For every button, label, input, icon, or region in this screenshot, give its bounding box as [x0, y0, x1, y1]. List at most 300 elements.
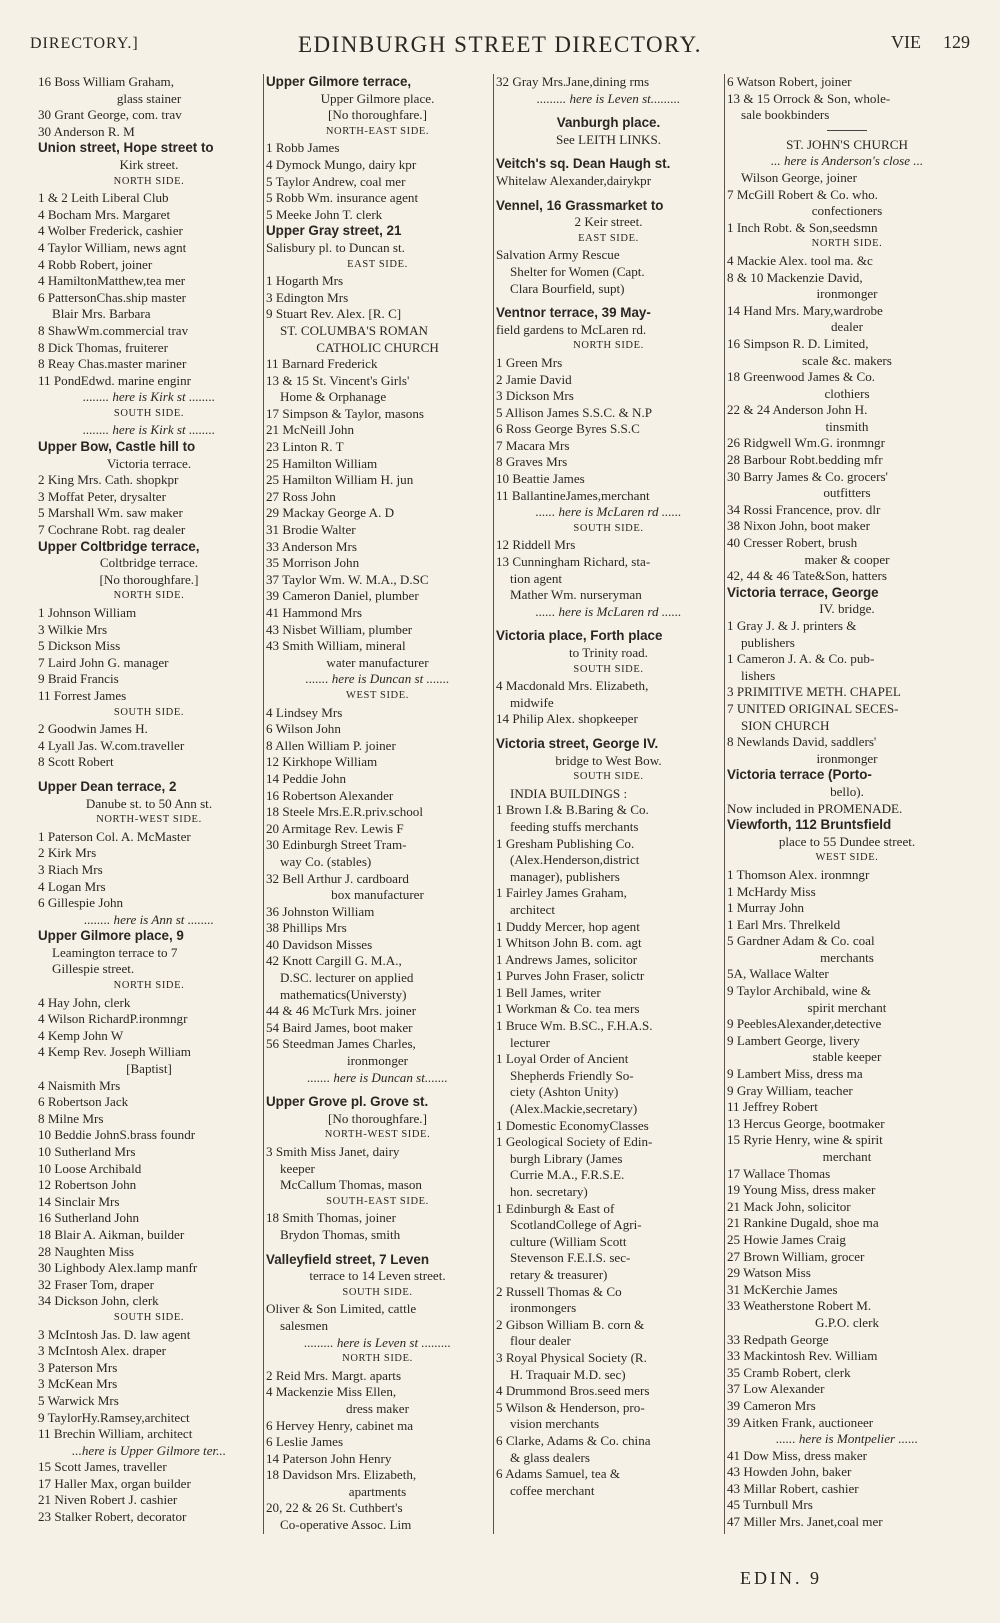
street-heading: Upper Gilmore place, 9 — [38, 928, 184, 944]
directory-entry: 45 Turnbull Mrs — [727, 1497, 813, 1513]
column-divider — [263, 74, 264, 1534]
directory-entry: 4 HamiltonMatthew,tea mer — [38, 273, 186, 289]
directory-entry: 1 Duddy Mercer, hop agent — [496, 918, 640, 934]
directory-entry: [No thoroughfare.] — [328, 107, 427, 123]
directory-entry: 1 Thomson Alex. ironmngr — [727, 866, 870, 882]
directory-entry: 9 Gray William, teacher — [727, 1082, 853, 1098]
directory-entry: [No thoroughfare.] — [99, 571, 199, 587]
directory-entry: 13 & 15 Orrock & Son, whole- — [727, 90, 891, 106]
directory-entry: 1 Robb James — [266, 140, 340, 156]
directory-entry: 35 Morrison John — [266, 555, 360, 571]
directory-entry: coffee merchant — [510, 1482, 595, 1498]
directory-entry: 6 Adams Samuel, tea & — [496, 1466, 621, 1482]
directory-entry: 8 Allen William P. joiner — [266, 737, 396, 753]
directory-entry: 31 McKerchie James — [727, 1281, 838, 1297]
directory-entry: 2 Goodwin James H. — [38, 721, 148, 737]
directory-entry: 7 Macara Mrs — [496, 437, 570, 453]
directory-entry: 4 Lindsey Mrs — [266, 704, 343, 720]
directory-entry: 1 Gray J. & J. printers & — [727, 618, 857, 633]
directory-entry: 32 Gray Mrs.Jane,dining rms — [496, 74, 650, 89]
directory-entry: 1 Edinburgh & East of — [496, 1200, 615, 1216]
directory-entry: 1 Earl Mrs. Threlkeld — [727, 916, 841, 932]
directory-entry: 25 Howie James Craig — [727, 1231, 846, 1247]
directory-entry: box manufacturer — [331, 887, 424, 903]
directory-entry: 5 Dickson Miss — [38, 638, 121, 654]
directory-entry: 39 Cameron Daniel, plumber — [266, 588, 419, 604]
directory-entry: mathematics(Universty) — [280, 986, 407, 1002]
directory-entry: 32 Fraser Tom, draper — [38, 1276, 154, 1292]
directory-entry: place to 55 Dundee street. — [778, 833, 916, 849]
directory-entry: 8 Reay Chas.master mariner — [38, 356, 187, 372]
cross-street-marker: ....... here is Duncan st....... — [307, 1069, 448, 1085]
side-label: WEST SIDE. — [346, 689, 409, 701]
directory-entry: Oliver & Son Limited, cattle — [266, 1301, 417, 1317]
street-heading: Union street, Hope street to — [38, 140, 214, 156]
street-heading: Upper Dean terrace, 2 — [38, 778, 177, 794]
directory-entry: 9 Lambert Miss, dress ma — [727, 1066, 863, 1082]
directory-entry: 43 Millar Robert, cashier — [727, 1480, 859, 1496]
directory-entry: confectioners — [811, 203, 883, 219]
directory-entry: 7 Cochrane Robt. rag dealer — [38, 522, 186, 538]
directory-entry: 9 Braid Francis — [38, 671, 119, 687]
directory-entry: 3 McIntosh Jas. D. law agent — [38, 1326, 191, 1342]
directory-entry: G.P.O. clerk — [814, 1314, 879, 1330]
page-title: EDINBURGH STREET DIRECTORY. — [297, 32, 703, 57]
directory-entry: ironmonger — [816, 286, 878, 302]
directory-entry: merchants — [820, 949, 874, 965]
directory-entry: tion agent — [510, 570, 562, 586]
directory-entry: 4 Dymock Mungo, dairy kpr — [266, 156, 417, 172]
footer-signature: EDIN. — [740, 1568, 803, 1588]
directory-entry: 9 TaylorHy.Ramsey,architect — [38, 1409, 190, 1425]
directory-entry: 20 Armitage Rev. Lewis F — [266, 820, 404, 836]
directory-entry: 16 Sutherland John — [38, 1210, 140, 1226]
directory-entry: 42 Knott Cargill G. M.A., — [266, 953, 402, 969]
cross-street-marker: ... here is Anderson's close ... — [770, 153, 924, 169]
directory-entry: 2 Reid Mrs. Margt. aparts — [266, 1367, 402, 1383]
directory-entry: 7 McGill Robert & Co. who. — [727, 186, 878, 202]
directory-entry: 11 PondEdwd. marine enginr — [38, 372, 191, 388]
side-label: SOUTH SIDE. — [113, 706, 185, 718]
directory-entry: 21 McNeill John — [266, 422, 355, 438]
directory-entry: 30 Edinburgh Street Tram- — [266, 837, 407, 853]
directory-entry: Home & Orphanage — [280, 389, 387, 405]
directory-entry: 2 King Mrs. Cath. shopkpr — [38, 472, 179, 488]
cross-street-marker: ...here is Upper Gilmore ter... — [72, 1442, 226, 1458]
side-label: SOUTH-EAST SIDE. — [326, 1195, 429, 1207]
directory-entry: 14 Hand Mrs. Mary,wardrobe — [727, 302, 883, 318]
cross-street-marker: ...... here is McLaren rd ...... — [535, 504, 682, 520]
directory-entry: 41 Dow Miss, dress maker — [727, 1447, 868, 1463]
side-label: SOUTH SIDE. — [573, 522, 644, 534]
directory-entry: (Alex.Mackie,secretary) — [510, 1101, 638, 1117]
cross-street-marker: ...... here is Montpelier ...... — [775, 1431, 919, 1447]
directory-entry: maker & cooper — [804, 551, 890, 567]
side-label: NORTH SIDE. — [113, 175, 185, 187]
street-heading: Upper Gilmore terrace, — [266, 74, 412, 89]
directory-entry: 22 & 24 Anderson John H. — [727, 402, 868, 418]
directory-entry: 2 Gibson William B. corn & — [496, 1316, 645, 1332]
directory-entry: 1 Andrews James, solicitor — [496, 951, 638, 967]
directory-entry: 39 Cameron Mrs — [727, 1397, 816, 1413]
directory-entry: 23 Linton R. T — [266, 439, 344, 455]
directory-entry: 18 Smith Thomas, joiner — [266, 1210, 396, 1226]
directory-entry: 3 Riach Mrs — [38, 861, 103, 877]
directory-entry: 5 Meeke John T. clerk — [266, 206, 383, 222]
directory-entry: 23 Stalker Robert, decorator — [38, 1509, 187, 1525]
spacer — [496, 297, 721, 305]
directory-entry: 4 Macdonald Mrs. Elizabeth, — [496, 678, 649, 694]
cross-street-marker: ........ here is Ann st ........ — [84, 911, 214, 927]
directory-entry: Coltbridge terrace. — [99, 555, 199, 571]
directory-entry: See LEITH LINKS. — [555, 131, 662, 147]
directory-entry: 6 Watson Robert, joiner — [727, 74, 852, 89]
cross-street-marker: ....... here is Duncan st ....... — [305, 671, 450, 687]
directory-entry: Currie M.A., F.R.S.E. — [510, 1167, 625, 1183]
directory-entry: 3 McIntosh Alex. draper — [38, 1343, 166, 1359]
directory-entry: 11 Brechin William, architect — [38, 1426, 193, 1442]
directory-entry: spirit merchant — [807, 999, 887, 1015]
directory-entry: Leamington terrace to 7 — [52, 944, 178, 960]
directory-entry: IV. bridge. — [819, 601, 875, 617]
directory-entry: 5A, Wallace Walter — [727, 966, 829, 982]
directory-entry: 4 Bocham Mrs. Margaret — [38, 206, 171, 222]
directory-entry: ST. JOHN'S CHURCH — [786, 136, 908, 152]
directory-entry: retary & treasurer) — [510, 1266, 608, 1282]
directory-entry: 9 Taylor Archibald, wine & — [727, 983, 871, 999]
directory-entry: 6 Hervey Henry, cabinet ma — [266, 1417, 414, 1433]
directory-entry: 14 Philip Alex. shopkeeper — [496, 711, 638, 727]
directory-entry: Shelter for Women (Capt. — [510, 263, 645, 279]
directory-entry: sale bookbinders — [741, 107, 830, 123]
directory-entry: dress maker — [346, 1400, 409, 1416]
column-2 — [266, 74, 489, 1534]
directory-entry: lishers — [741, 667, 776, 683]
header-directory-label: DIRECTORY.] — [30, 35, 139, 52]
spacer — [827, 130, 867, 131]
directory-entry: 8 Scott Robert — [38, 754, 114, 770]
directory-entry: Whitelaw Alexander,dairykpr — [496, 172, 652, 188]
street-heading: Upper Gray street, 21 — [266, 223, 402, 239]
directory-entry: 43 Smith William, mineral — [266, 638, 406, 654]
directory-entry: 16 Robertson Alexander — [266, 787, 394, 803]
directory-entry: 3 PRIMITIVE METH. CHAPEL — [727, 684, 901, 700]
side-label: NORTH-EAST SIDE. — [325, 125, 430, 137]
directory-entry: scale &c. makers — [802, 352, 892, 368]
directory-entry: Brydon Thomas, smith — [280, 1226, 401, 1242]
directory-entry: manager), publishers — [510, 868, 620, 884]
directory-entry: 6 Gillespie John — [38, 895, 124, 911]
street-heading: Veitch's sq. Dean Haugh st. — [496, 156, 671, 172]
directory-entry: 8 Dick Thomas, fruiterer — [38, 339, 168, 355]
page-header — [30, 32, 970, 66]
directory-entry: 19 Young Miss, dress maker — [727, 1182, 876, 1198]
directory-entry: Shepherds Friendly So- — [510, 1067, 634, 1083]
side-label: NORTH SIDE. — [113, 980, 185, 992]
directory-entry: SION CHURCH — [741, 717, 830, 733]
directory-entry: 30 Barry James & Co. grocers' — [727, 468, 888, 484]
directory-entry: outfitters — [823, 485, 871, 501]
directory-entry: 8 Graves Mrs — [496, 454, 568, 470]
directory-entry: 18 Steele Mrs.E.R.priv.school — [266, 804, 423, 820]
street-heading: Victoria terrace (Porto- — [727, 767, 872, 783]
spacer — [496, 107, 721, 115]
directory-entry: 17 Haller Max, organ builder — [38, 1475, 191, 1491]
directory-entry: bridge to West Bow. — [555, 752, 662, 768]
directory-entry: Victoria terrace. — [106, 455, 192, 471]
directory-entry: 5 Allison James S.S.C. & N.P — [496, 404, 653, 420]
directory-entry: 11 BallantineJames,merchant — [496, 487, 650, 503]
directory-entry: ironmongers — [510, 1300, 577, 1316]
directory-entry: Co-operative Assoc. Lim — [280, 1517, 412, 1533]
column-3 — [496, 74, 721, 1534]
street-heading: Ventnor terrace, 39 May- — [496, 305, 651, 321]
directory-entry: 9 Stuart Rev. Alex. [R. C] — [266, 306, 402, 322]
directory-entry: 26 Ridgwell Wm.G. ironmngr — [727, 435, 885, 451]
directory-entry: Kirk street. — [119, 156, 179, 172]
directory-entry: 4 Kemp Rev. Joseph William — [38, 1044, 191, 1060]
directory-entry: 1 Workman & Co. tea mers — [496, 1001, 640, 1017]
directory-entry: 1 Johnson William — [38, 605, 137, 620]
directory-entry: terrace to 14 Leven street. — [309, 1268, 446, 1284]
directory-entry: 27 Ross John — [266, 488, 336, 504]
directory-entry: 13 & 15 St. Vincent's Girls' — [266, 372, 410, 388]
directory-entry: 4 Kemp John W — [38, 1027, 124, 1043]
directory-entry: H. Traquair M.D. sec) — [510, 1366, 626, 1382]
directory-entry: dealer — [831, 319, 863, 335]
directory-entry: Stevenson F.E.I.S. sec- — [510, 1250, 631, 1266]
directory-entry: 40 Cresser Robert, brush — [727, 535, 858, 551]
directory-entry: 12 Riddell Mrs — [496, 537, 576, 553]
directory-entry: 25 Hamilton William — [266, 455, 378, 471]
directory-entry: 9 PeeblesAlexander,detective — [727, 1016, 882, 1032]
directory-entry: 14 Sinclair Mrs — [38, 1193, 120, 1209]
directory-entry: 12 Kirkhope William — [266, 754, 378, 770]
spacer — [496, 148, 721, 156]
directory-entry: 4 Naismith Mrs — [38, 1077, 121, 1093]
directory-entry: 35 Cramb Robert, clerk — [727, 1364, 851, 1380]
directory-entry: 4 Mackenzie Miss Ellen, — [266, 1384, 397, 1400]
directory-entry: 1 Loyal Order of Ancient — [496, 1051, 629, 1067]
directory-entry: midwife — [510, 694, 554, 710]
directory-entry: 3 Edington Mrs — [266, 289, 349, 305]
cross-street-marker: ........ here is Kirk st ........ — [82, 389, 216, 405]
directory-entry: 21 Niven Robert J. cashier — [38, 1492, 178, 1508]
directory-entry: 3 Smith Miss Janet, dairy — [266, 1144, 400, 1159]
directory-entry: 4 Hay John, clerk — [38, 994, 131, 1010]
directory-entry: 2 Jamie David — [496, 371, 572, 387]
directory-entry: 3 Dickson Mrs — [496, 388, 574, 404]
directory-entry: 54 Baird James, boot maker — [266, 1019, 413, 1035]
directory-entry: 2 Russell Thomas & Co — [496, 1283, 622, 1299]
directory-entry: 11 Barnard Frederick — [266, 356, 378, 372]
directory-entry: 33 Redpath George — [727, 1331, 829, 1347]
directory-entry: 18 Greenwood James & Co. — [727, 369, 876, 385]
directory-entry: Blair Mrs. Barbara — [52, 306, 151, 322]
directory-entry: 34 Rossi Francence, prov. dlr — [727, 501, 881, 517]
directory-entry: architect — [510, 901, 556, 917]
directory-entry: 16 Simpson R. D. Limited, — [727, 335, 869, 351]
directory-entry: 38 Phillips Mrs — [266, 920, 347, 936]
directory-entry: Salisbury pl. to Duncan st. — [266, 239, 405, 255]
directory-entry: 8 Milne Mrs — [38, 1110, 104, 1126]
directory-entry: 39 Aitken Frank, auctioneer — [727, 1414, 874, 1430]
directory-entry: 31 Brodie Walter — [266, 522, 356, 538]
directory-entry: 10 Beddie JohnS.brass foundr — [38, 1127, 196, 1143]
directory-entry: 4 Wilson RichardP.ironmngr — [38, 1011, 188, 1027]
directory-entry: 29 Watson Miss — [727, 1265, 811, 1281]
directory-entry: 7 UNITED ORIGINAL SECES- — [727, 700, 899, 716]
directory-entry: 28 Barbour Robt.bedding mfr — [727, 452, 883, 468]
directory-entry: 8 & 10 Mackenzie David, — [727, 269, 863, 285]
spacer — [496, 190, 721, 198]
directory-entry: 2 Keir street. — [574, 214, 643, 230]
directory-entry: 4 Wolber Frederick, cashier — [38, 223, 183, 239]
directory-entry: 29 Mackay George A. D — [266, 505, 395, 521]
side-label: NORTH SIDE. — [811, 238, 883, 250]
directory-entry: 1 Geological Society of Edin- — [496, 1134, 653, 1150]
directory-entry: clothiers — [824, 385, 870, 401]
directory-entry: 5 Taylor Andrew, coal mer — [266, 173, 406, 189]
street-heading: Viewforth, 112 Bruntsfield — [727, 817, 892, 833]
footer-number: 9 — [810, 1568, 822, 1588]
directory-entry: 1 Hogarth Mrs — [266, 273, 344, 289]
directory-entry: 13 Hercus George, bootmaker — [727, 1115, 885, 1131]
directory-entry: 6 Robertson Jack — [38, 1094, 129, 1110]
directory-entry: feeding stuffs merchants — [510, 818, 639, 834]
directory-entry: 1 Cameron J. A. & Co. pub- — [727, 651, 875, 667]
directory-entry: bello). — [830, 783, 864, 799]
directory-entry: ciety (Ashton Unity) — [510, 1084, 619, 1100]
directory-entry: 32 Bell Arthur J. cardboard — [266, 870, 409, 886]
directory-entry: 1 Purves John Fraser, solictr — [496, 968, 645, 984]
directory-entry: 11 Jeffrey Robert — [727, 1099, 818, 1115]
side-label: NORTH SIDE. — [113, 590, 185, 602]
directory-entry: 18 Blair A. Aikman, builder — [38, 1226, 185, 1242]
directory-entry: 4 Taylor William, news agnt — [38, 239, 187, 255]
directory-entry: 4 Mackie Alex. tool ma. &c — [727, 252, 873, 268]
street-heading: Valleyfield street, 7 Leven — [266, 1251, 430, 1267]
street-heading: Victoria place, Forth place — [496, 628, 663, 644]
side-label: NORTH-WEST SIDE. — [324, 1129, 431, 1141]
side-label: EAST SIDE. — [578, 232, 639, 244]
street-heading: Upper Grove pl. Grove st. — [266, 1094, 429, 1110]
header-right — [891, 32, 970, 53]
directory-entry: 10 Sutherland Mrs — [38, 1144, 136, 1159]
directory-entry: 5 Wilson & Henderson, pro- — [496, 1399, 645, 1415]
directory-entry: 8 ShawWm.commercial trav — [38, 322, 189, 338]
directory-entry: flour dealer — [510, 1333, 571, 1349]
directory-entry: 1 Bruce Wm. B.SC., F.H.A.S. — [496, 1018, 653, 1034]
directory-entry: 17 Wallace Thomas — [727, 1165, 831, 1181]
side-label: SOUTH SIDE. — [573, 771, 644, 783]
directory-entry: keeper — [280, 1160, 315, 1176]
directory-entry: 30 Grant George, com. trav — [38, 107, 182, 123]
directory-entry: 33 Anderson Mrs — [266, 538, 357, 554]
directory-entry: 14 Peddie John — [266, 770, 347, 786]
directory-entry: 13 Cunningham Richard, sta- — [496, 554, 651, 570]
page-footer — [740, 1568, 822, 1589]
cross-street-marker: ......... here is Leven st ......... — [304, 1334, 451, 1350]
side-label: SOUTH SIDE. — [113, 407, 185, 419]
column-divider — [493, 74, 494, 1534]
directory-entry: way Co. (stables) — [280, 853, 372, 869]
directory-entry: 6 Ross George Byres S.S.C — [496, 421, 640, 437]
street-heading: Vennel, 16 Grassmarket to — [496, 197, 664, 213]
directory-entry: 1 Whitson John B. com. agt — [496, 935, 642, 951]
directory-entry: 8 Newlands David, saddlers' — [727, 734, 877, 750]
directory-entry: 36 Johnston William — [266, 903, 375, 919]
side-label: SOUTH SIDE. — [573, 663, 644, 675]
directory-entry: to Trinity road. — [569, 645, 648, 660]
directory-entry: 3 McKean Mrs — [38, 1376, 118, 1392]
directory-entry: 33 Weatherstone Robert M. — [727, 1298, 872, 1314]
directory-entry: stable keeper — [812, 1049, 882, 1065]
directory-entry: 34 Dickson John, clerk — [38, 1293, 159, 1309]
directory-entry: tinsmith — [825, 418, 869, 434]
directory-entry: 18 Davidson Mrs. Elizabeth, — [266, 1467, 417, 1483]
directory-entry: 1 Fairley James Graham, — [496, 885, 627, 901]
directory-entry: 14 Paterson John Henry — [266, 1450, 392, 1466]
directory-entry: Wilson George, joiner — [741, 169, 857, 185]
directory-entry: 6 Wilson John — [266, 721, 341, 737]
directory-entry: 7 Laird John G. manager — [38, 654, 169, 670]
directory-entry: 6 PattersonChas.ship master — [38, 289, 187, 305]
directory-entry: 3 Royal Physical Society (R. — [496, 1349, 647, 1365]
directory-entry: 9 Lambert George, livery — [727, 1032, 860, 1048]
directory-entry: & glass dealers — [510, 1449, 590, 1465]
directory-entry: water manufacturer — [326, 654, 429, 670]
column-4 — [727, 74, 967, 1534]
directory-entry: 44 & 46 McTurk Mrs. joiner — [266, 1003, 417, 1019]
directory-entry: 16 Boss William Graham, — [38, 74, 174, 89]
directory-entry: vision merchants — [510, 1416, 600, 1432]
directory-entry: 6 Clarke, Adams & Co. china — [496, 1432, 651, 1448]
directory-entry: ironmonger — [346, 1053, 409, 1069]
section-code: VIE — [891, 32, 921, 52]
directory-entry: Upper Gilmore place. — [320, 90, 435, 106]
directory-entry: Danube st. to 50 Ann st. — [85, 795, 213, 811]
directory-entry: 21 Rankine Dugald, shoe ma — [727, 1215, 879, 1231]
directory-entry: [No thoroughfare.] — [328, 1110, 427, 1126]
directory-entry: 42, 44 & 46 Tate&Son, hatters — [727, 568, 887, 584]
directory-entry: apartments — [348, 1483, 407, 1499]
directory-entry: 37 Taylor Wm. W. M.A., D.SC — [266, 571, 429, 587]
directory-entry: 40 Davidson Misses — [266, 936, 373, 952]
side-label: NORTH SIDE. — [342, 1353, 413, 1365]
directory-entry: 1 & 2 Leith Liberal Club — [38, 190, 169, 206]
cross-street-marker: ......... here is Leven st......... — [536, 90, 681, 106]
street-heading: Victoria street, George IV. — [496, 735, 659, 751]
directory-entry: McCallum Thomas, mason — [280, 1177, 422, 1193]
directory-entry: 15 Scott James, traveller — [38, 1459, 167, 1475]
directory-entry: 11 Forrest James — [38, 687, 127, 703]
side-label: SOUTH SIDE. — [342, 1286, 413, 1298]
directory-entry: 6 Leslie James — [266, 1434, 344, 1450]
directory-entry: glass stainer — [116, 90, 182, 106]
directory-entry: Salvation Army Rescue — [496, 247, 620, 263]
directory-entry: 21 Mack John, solicitor — [727, 1198, 851, 1214]
directory-entry: merchant — [822, 1149, 872, 1164]
directory-entry: 43 Nisbet William, plumber — [266, 621, 413, 637]
directory-entry: 43 Howden John, baker — [727, 1464, 852, 1480]
directory-entry: 56 Steedman James Charles, — [266, 1036, 416, 1052]
side-label: EAST SIDE. — [347, 258, 408, 270]
directory-entry: 10 Loose Archibald — [38, 1160, 142, 1176]
directory-entry: 4 Robb Robert, joiner — [38, 256, 153, 272]
directory-entry: ScotlandCollege of Agri- — [510, 1217, 642, 1233]
directory-entry: INDIA BUILDINGS : — [510, 785, 628, 801]
